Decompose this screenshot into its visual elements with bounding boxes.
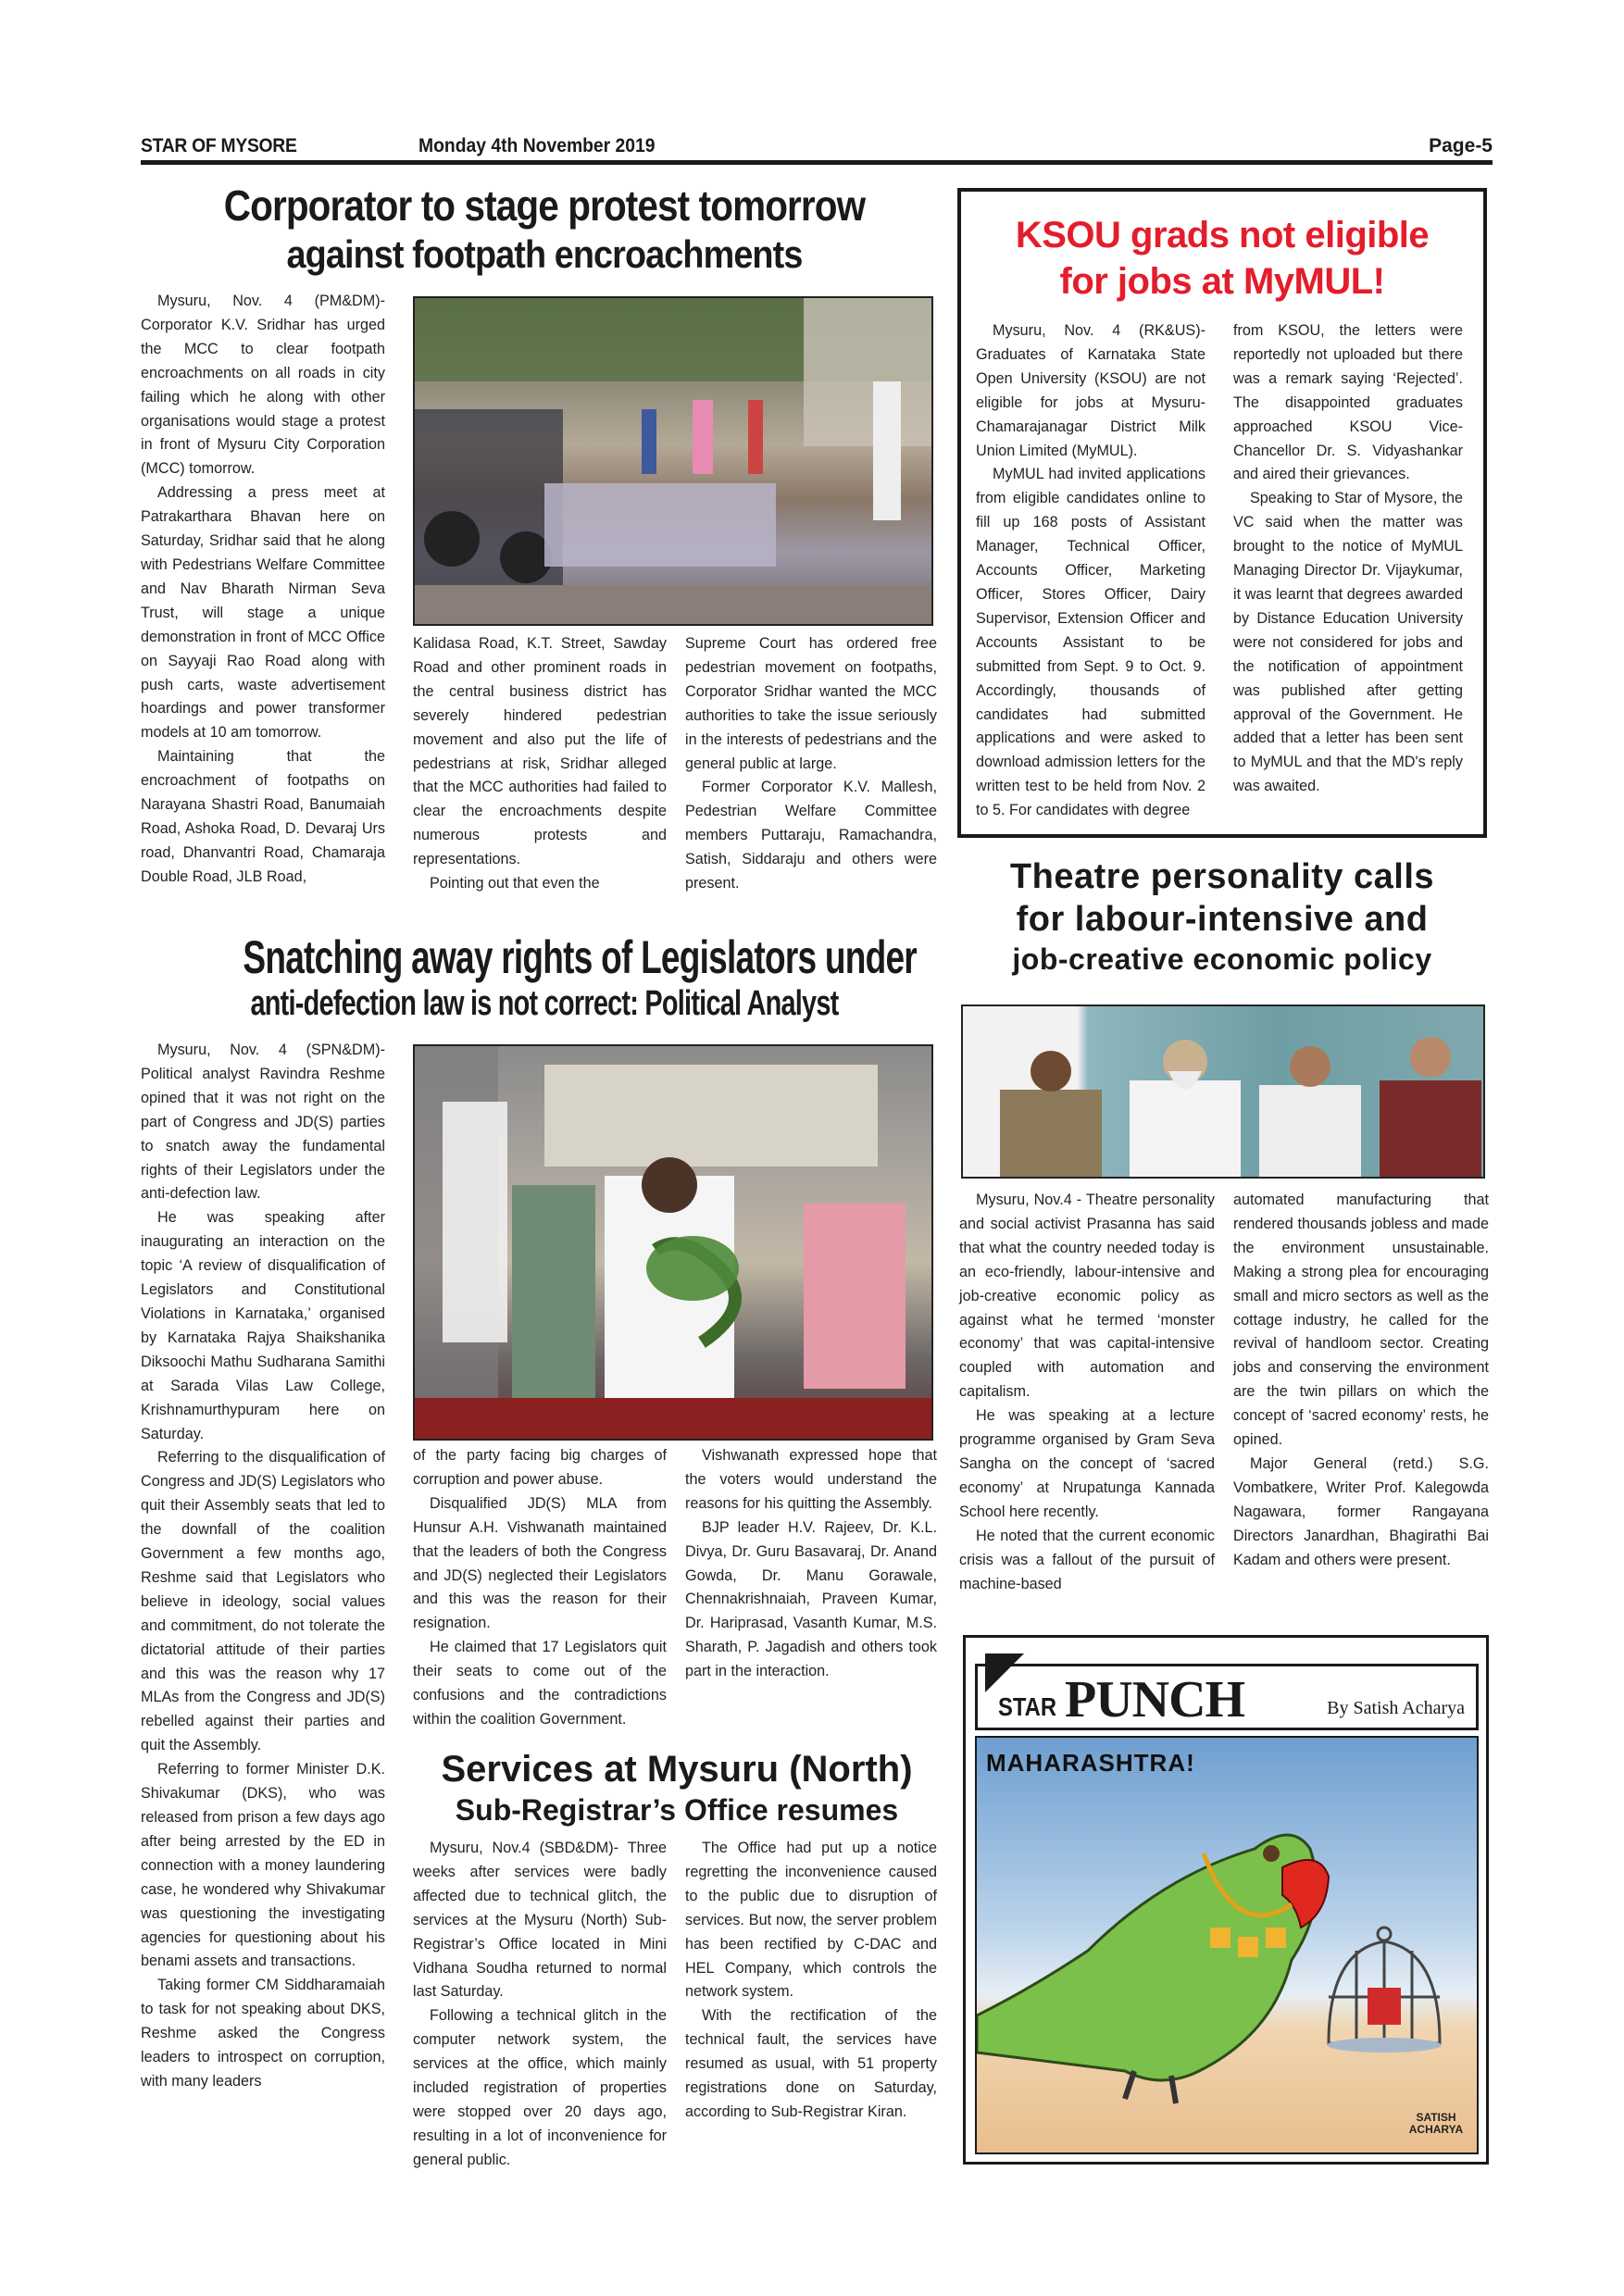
- panel-illustration: [963, 1006, 1485, 1179]
- street-scene-illustration: [415, 298, 933, 626]
- article-subregistrar-col1: Mysuru, Nov.4 (SBD&DM)- Three weeks after services were badly affected due to technical glitch, the services at the Mysuru (North) Sub-Registrar’s Office located in Mini Vidhana Soudha returned to normal last Saturday. Following a technical glitch in the computer network system, the services at the office, which mainly included registration of properties were stopped over 20 days ago, resulting in a lot of inconvenience for general public.: [413, 1840, 667, 2168]
- article-theatre-col2: automated manufacturing that rendered thousands jobless and made the environment unsustainable. Making a strong plea for encouraging small and micro sectors as well as the cottage industry, he called for the revival of handloom sector. Creating jobs and conserving the environment are the twin pillars on which the concept of ‘sacred economy’ rests, he opined. Major General (retd.) S.G. Vombatkere, Writer Prof. Kalegowda Nagawara, former Rangayana Directors Janardhan, Bhagirathi Bai Kadam and others were present.: [1233, 1192, 1489, 1568]
- issue-date: Monday 4th November 2019: [418, 135, 656, 156]
- article-footpath-col3: Supreme Court has ordered free pedestrian movement on footpaths, Corporator Sridhar wanted the MCC authorities to take the issue seriously in the interests of pedestrians and the general public at large. Former Corporator K.V. Mallesh, Pedestrian Welfare Committee members Puttaraju, Ramachandra, Satish, Siddaraju and others were present.: [685, 635, 937, 892]
- event-illustration: [415, 1046, 933, 1441]
- article-ksou-box: [957, 188, 1487, 838]
- defection-subheadline: anti-defection law is not correct: Political Analyst: [250, 984, 839, 1023]
- star-punch-header: [975, 1664, 1479, 1730]
- cartoon-caption: MAHARASHTRA!: [986, 1749, 1195, 1777]
- article-defection-col2: of the party facing big charges of corruption and power abuse. Disqualified JD(S) MLA from Hunsur A.H. Vishwanath maintained that the leaders of both the Congress and JD(S) neglected their Legislators and this was the reason for their resignation. He claimed that 17 Legislators quit their seats to come out of the confusions and the contradictions within the coalition Government.: [413, 1447, 667, 1728]
- headline: Corporator to stage protest tomorrow: [223, 181, 866, 230]
- subregistrar-subheadline: Sub-Registrar’s Office resumes: [455, 1793, 899, 1827]
- ksou-col1: Mysuru, Nov. 4 (RK&US)- Graduates of Karnataka State Open University (KSOU) are not eligible for jobs at Mysuru-Chamarajanagar District Milk Union Limited (MyMUL). MyMUL had invited applications from eligible candidates online to fill up 168 posts of Assistant Manager, Technical Officer, Accounts Officer, Marketing Officer, Stores Officer, Dairy Supervisor, Extension Officer and Accounts Assistant to be submitted from Sept. 9 to Oct. 9. Accordingly, thousands of candidates had submitted applications and were asked to download admission letters for the written test to be held from Nov. 2 to 5. For candidates with degree: [976, 322, 1206, 819]
- defection-headline: Snatching away rights of Legislators under: [243, 931, 917, 983]
- ksou-col2: from KSOU, the letters were reportedly not uploaded but there was a remark saying ‘Rejected’. The disappointed graduates approached KSOU Vice-Chancellor Dr. S. Vidyashankar and aired their grievances. Speaking to Star of Mysore, the VC said when the matter was brought to the notice of MyMUL Managing Director Dr. Vijaykumar, it was learnt that degrees awarded by Distance Education University were not considered for jobs and the notification of appointment was published after getting approval of the Government. He added that a letter has been sent to MyMUL and that the MD's reply was awaited.: [1233, 322, 1463, 795]
- cartoonist-signature: SATISH ACHARYA: [1408, 2111, 1464, 2136]
- newspaper-name: STAR OF MYSORE: [141, 135, 297, 156]
- parrot-cage-illustration: [977, 1738, 1479, 2154]
- article-subregistrar-col2: The Office had put up a notice regretting the inconvenience caused to the public due to disruption of services. But now, the server problem has been rectified by C-DAC and HEL Company, which controls the network system. With the rectification of the technical fault, the services have resumed as usual, with 51 property registrations done on Saturday, according to Sub-Registrar Kiran.: [685, 1840, 937, 2120]
- article-defection-col1: Mysuru, Nov. 4 (SPN&DM)- Political analyst Ravindra Reshme opined that it was not right on the part of Congress and JD(S) parties to snatch away the fundamental rights of their Legislators under the anti-defection law. He was speaking after inaugurating an interaction on the topic ‘A review of disqualification of Legislators and Constitutional Violations in Karnataka,’ organised by Karnataka Rajya Shaikshanika Diksoochi Mathu Sudharana Samithi at Sarada Vilas Law College, Krishnamurthypuram here on Saturday. Referring to the disqualification of Congress and JD(S) Legislators who quit their Assembly seats that led to the downfall of the coalition Government a few months ago, Reshme said that Legislators who believe in ideology, social values and commitment, do not tolerate the dictatorial attitude of their parties and this was the reason why 17 MLAs from the Congress and JD(S) rebelled against their parties and quit the Assembly. Referring to former Minister D.K. Shivakumar (DKS), who was released from prison a few days ago after being arrested by the ED in connection with a money laundering case, he wondered why Shivakumar was questioning the investigating agencies for questioning about his benami assets and transactions. Taking former CM Siddharamaiah to task for not speaking about DKS, Reshme asked the Congress leaders to introspect on corruption, with many leaders: [141, 1042, 385, 2090]
- cartoon-byline: By Satish Acharya: [1327, 1698, 1465, 1718]
- masthead: [141, 135, 1493, 163]
- corner-triangle-icon: [985, 1653, 1024, 1692]
- photo-sapling-inauguration: [413, 1044, 933, 1441]
- star-punch-box: [963, 1635, 1489, 2165]
- page-number: Page-5: [1429, 135, 1493, 156]
- photo-theatre-panel: [961, 1004, 1485, 1179]
- subheadline: against footpath encroachments: [286, 232, 803, 276]
- article-footpath-col1: Mysuru, Nov. 4 (PM&DM)- Corporator K.V. Sridhar has urged the MCC to clear footpath encroachments on all roads in city failing which he along with other organisations would stage a protest in front of Mysuru City Corporation (MCC) tomorrow. Addressing a press meet at Patrakarthara Bhavan here on Saturday, Sridhar said that he along with Pedestrians Welfare Committee and Nav Bharath Nirman Seva Trust, will stage a unique demonstration in front of MCC Office on Sayyaji Rao Road along with push carts, waste advertisement hoardings and power transformer models at 10 am tomorrow. Maintaining that the encroachment of footpaths on Narayana Shastri Road, Banumaiah Road, Ashoka Road, D. Devaraj Urs road, Dhanvantri Road, Chamaraja Double Road, JLB Road,: [141, 293, 385, 885]
- article-footpath-col2: Kalidasa Road, K.T. Street, Sawday Road and other prominent roads in the central business district has severely hindered pedestrian movement and also put the life of pedestrians at risk, Sridhar alleged that the MCC authorities had failed to clear the encroachments despite numerous protests and representations. Pointing out that even the: [413, 635, 667, 892]
- star-label: STAR: [998, 1692, 1057, 1721]
- photo-footpath-encroachment: [413, 296, 933, 626]
- theatre-headline: Theatre personality calls for labour-intensive and job-creative economic policy: [1009, 857, 1435, 976]
- article-defection-col3: Vishwanath expressed hope that the voters would understand the reasons for his quitting the Assembly. BJP leader H.V. Rajeev, Dr. K.L. Divya, Dr. Guru Basavaraj, Dr. Anand Gowda, Dr. Manu Gorawale, Chennakrishnaiah, Praveen Kumar, Dr. Hariprasad, Vasanth Kumar, M.S. Sharath, P. Jagadish and others took part in the interaction.: [685, 1447, 937, 1680]
- masthead-rule: [141, 160, 1493, 165]
- cartoon-panel: [975, 1736, 1479, 2154]
- ksou-headline: KSOU grads not eligible for jobs at MyMUL!: [1015, 215, 1430, 302]
- subregistrar-headline: Services at Mysuru (North): [441, 1749, 913, 1790]
- punch-label: PUNCH: [1065, 1671, 1245, 1728]
- article-theatre-col1: Mysuru, Nov.4 - Theatre personality and social activist Prasanna has said that what the country needed today is an eco-friendly, labour-intensive and job-creative economic policy as against what he termed ‘monster economy’ that was capital-intensive coupled with automation and capitalism. He was speaking at a lecture programme organised by Gram Seva Sangha on the concept of ‘sacred economy’ at Nrupatunga Kannada School here recently. He noted that the current economic crisis was a fallout of the pursuit of machine-based: [959, 1192, 1215, 1592]
